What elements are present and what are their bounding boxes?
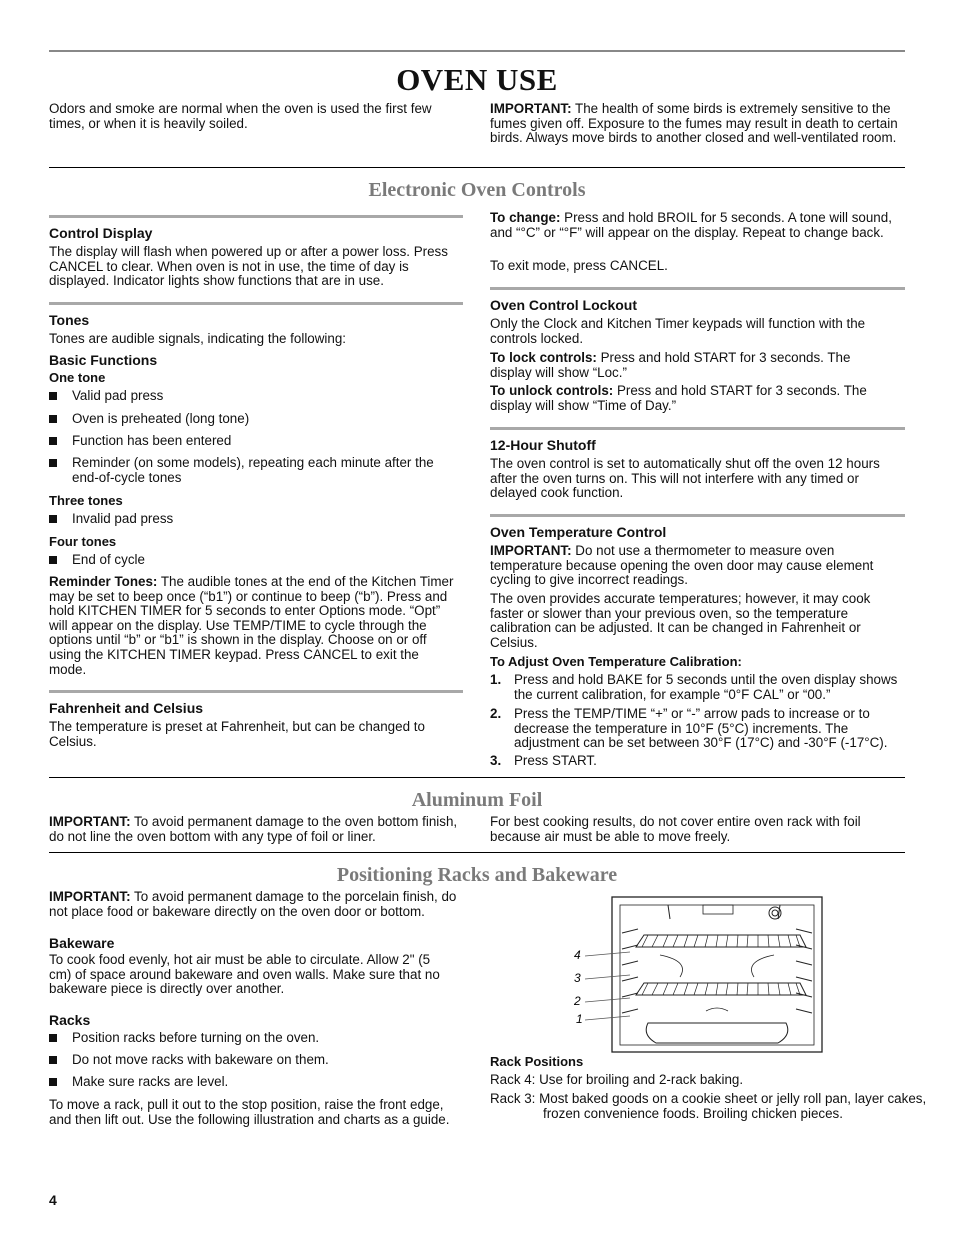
section-rule <box>49 167 905 168</box>
subsection-rule <box>490 514 905 517</box>
one-tone-heading: One tone <box>49 370 106 385</box>
to-change-body: Press and hold BROIL for 5 seconds. A tone will sound, and “°C” or “°F” will appear on the display. Repeat to change back. <box>490 210 892 240</box>
unlock-controls-text <box>490 384 895 413</box>
step-item <box>490 753 904 769</box>
four-tones-heading: Four tones <box>49 534 117 549</box>
foil-important-text <box>49 815 459 844</box>
lockout-text: Only the Clock and Kitchen Timer keypads will function with the controls locked. <box>490 316 866 346</box>
important-label: IMPORTANT: <box>49 889 131 904</box>
bakeware-heading: Bakeware <box>49 935 115 951</box>
list-item: Do not move racks with bakeware on them. <box>72 1053 462 1068</box>
adjust-calibration-heading: To Adjust Oven Temperature Calibration: <box>490 654 742 669</box>
tones-heading: Tones <box>49 312 90 328</box>
section-heading-foil: Aluminum Foil <box>411 789 543 811</box>
list-item: Invalid pad press <box>72 512 462 527</box>
list-item: End of cycle <box>72 553 462 568</box>
bakeware-text: To cook food evenly, hot air must be able to circulate. Allow 2" (5 cm) of space around bakeware and oven walls. Make sure that no bakeware piece is directly over another. <box>49 952 440 997</box>
lockout-heading: Oven Control Lockout <box>490 297 637 313</box>
temp-important-body: Do not use a thermometer to measure oven temperature because opening the oven door may cause element cycling to give incorrect readings. <box>490 543 874 588</box>
important-label: IMPORTANT: <box>490 543 572 558</box>
shutoff-text: The oven control is set to automatically shut off the oven 12 hours after the oven turns on. This will not interfere with any timed or delayed cook function. <box>490 456 880 501</box>
rack-position-item <box>490 1073 900 1088</box>
move-rack-text: To move a rack, pull it out to the stop position, raise the front edge, and then lift out. Use the following illustration and charts as a guide. <box>49 1097 450 1127</box>
step-number: 3. <box>490 753 502 768</box>
step-item <box>490 672 904 702</box>
oven-rack-diagram <box>560 893 830 1058</box>
rack-label-1: 1 <box>576 1012 583 1026</box>
control-display-heading: Control Display <box>49 225 153 241</box>
racks-heading: Racks <box>49 1012 91 1028</box>
section-heading-electronic: Electronic Oven Controls <box>368 179 586 201</box>
fahrenheit-heading: Fahrenheit and Celsius <box>49 700 204 716</box>
step-number: 2. <box>490 706 502 721</box>
reminder-tones-text <box>49 575 459 677</box>
subsection-rule <box>490 427 905 430</box>
temp-control-heading: Oven Temperature Control <box>490 524 667 540</box>
unlock-label: To unlock controls: <box>490 383 614 398</box>
rack-label-3: 3 <box>574 971 581 985</box>
racks-important-text <box>49 890 465 919</box>
step-text: Press and hold BAKE for 5 seconds until the oven display shows the current calibration, for example “0°F CAL” or “00.” <box>514 672 898 702</box>
exit-mode-text: To exit mode, press CANCEL. <box>490 258 668 273</box>
subsection-rule <box>49 215 463 218</box>
step-item <box>490 706 904 751</box>
tones-intro: Tones are audible signals, indicating the following: <box>49 331 347 346</box>
section-rule <box>49 777 905 778</box>
subsection-rule <box>490 287 905 290</box>
rack-position-item <box>490 1092 954 1121</box>
rack-position-text: Use for broiling and 2-rack baking. <box>535 1072 744 1087</box>
intro-text: Odors and smoke are normal when the oven is used the first few times, or when it is heavily soiled. <box>49 101 432 131</box>
rack-position-text: Most baked goods on a cookie sheet or jelly roll pan, layer cakes, frozen convenience foods. Broiling chicken pieces. <box>535 1091 927 1121</box>
lock-label: To lock controls: <box>490 350 597 365</box>
temp-control-text: The oven provides accurate temperatures; however, it may cook faster or slower than your previous oven, so the temperature calibration can be adjusted. It can be changed in Fahrenheit or Celsius. <box>490 591 871 650</box>
top-rule <box>49 50 905 52</box>
subsection-rule <box>49 690 463 693</box>
list-item: Reminder (on some models), repeating each minute after the end-of-cycle tones <box>72 456 462 485</box>
step-number: 1. <box>490 672 502 687</box>
shutoff-heading: 12-Hour Shutoff <box>490 437 596 453</box>
basic-functions-heading: Basic Functions <box>49 352 158 368</box>
step-text: Press the TEMP/TIME “+” or “-” arrow pads to increase or to decrease the temperature in 10°F (5°C) increments. The adjustment can be set between 30°F (17°C) and -30°F (-17°C). <box>514 706 888 751</box>
reminder-tones-body: The audible tones at the end of the Kitchen Timer may be set to beep once (“b1”) or continue to beep (“b”). Press and hold KITCHEN TIMER for 5 seconds to enter Options mode. “Opt” will appear on the display. Use TEMP/TIME to cycle through the options until “b” or “b1” is shown in the display. Choose on or off using the KITCHEN TIMER keypad. Press CANCEL to exit the mode. <box>49 574 454 677</box>
list-item: Position racks before turning on the oven. <box>72 1031 462 1046</box>
rack-position-label: Rack 3: <box>490 1091 536 1106</box>
list-item: Function has been entered <box>72 434 462 449</box>
important-label: IMPORTANT: <box>490 101 572 116</box>
foil-advice-text: For best cooking results, do not cover entire oven rack with foil because air must be able to move freely. <box>490 814 861 844</box>
reminder-tones-label: Reminder Tones: <box>49 574 158 589</box>
list-item: Oven is preheated (long tone) <box>72 412 462 427</box>
birds-warning-text: The health of some birds is extremely sensitive to the fumes given off. Exposure to the fumes may result in death to certain birds. Always move birds to another closed and well-ventilated room. <box>490 101 898 146</box>
lock-body: Press and hold START for 3 seconds. The display will show “Loc.” <box>490 350 851 380</box>
rack-positions-heading: Rack Positions <box>490 1054 584 1069</box>
page-number: 4 <box>49 1192 57 1208</box>
list-item: Make sure racks are level. <box>72 1075 462 1090</box>
birds-warning <box>490 102 905 146</box>
to-change-text <box>490 211 900 240</box>
section-heading-racks: Positioning Racks and Bakeware <box>336 864 618 886</box>
rack-position-label: Rack 4: <box>490 1072 536 1087</box>
subsection-rule <box>49 302 463 305</box>
foil-important-body: To avoid permanent damage to the oven bottom finish, do not line the oven bottom with any type of foil or liner. <box>49 814 458 844</box>
important-label: IMPORTANT: <box>49 814 131 829</box>
lock-controls-text <box>490 351 895 380</box>
control-display-text: The display will flash when powered up or after a power loss. Press CANCEL to clear. When oven is not in use, the time of day is displayed. Indicator lights show functions that are in use. <box>49 244 448 289</box>
unlock-body: Press and hold START for 3 seconds. The display will show “Time of Day.” <box>490 383 867 413</box>
page-title: OVEN USE <box>396 62 558 97</box>
section-rule <box>49 852 905 853</box>
three-tones-heading: Three tones <box>49 493 123 508</box>
rack-label-4: 4 <box>574 948 581 962</box>
to-change-label: To change: <box>490 210 561 225</box>
list-item: Valid pad press <box>72 389 462 404</box>
step-text: Press START. <box>514 753 597 768</box>
racks-important-body: To avoid permanent damage to the porcelain finish, do not place food or bakeware directly on the oven door or bottom. <box>49 889 457 919</box>
temp-important-text <box>490 544 902 588</box>
rack-label-2: 2 <box>574 994 581 1008</box>
fahrenheit-text: The temperature is preset at Fahrenheit, but can be changed to Celsius. <box>49 719 425 749</box>
